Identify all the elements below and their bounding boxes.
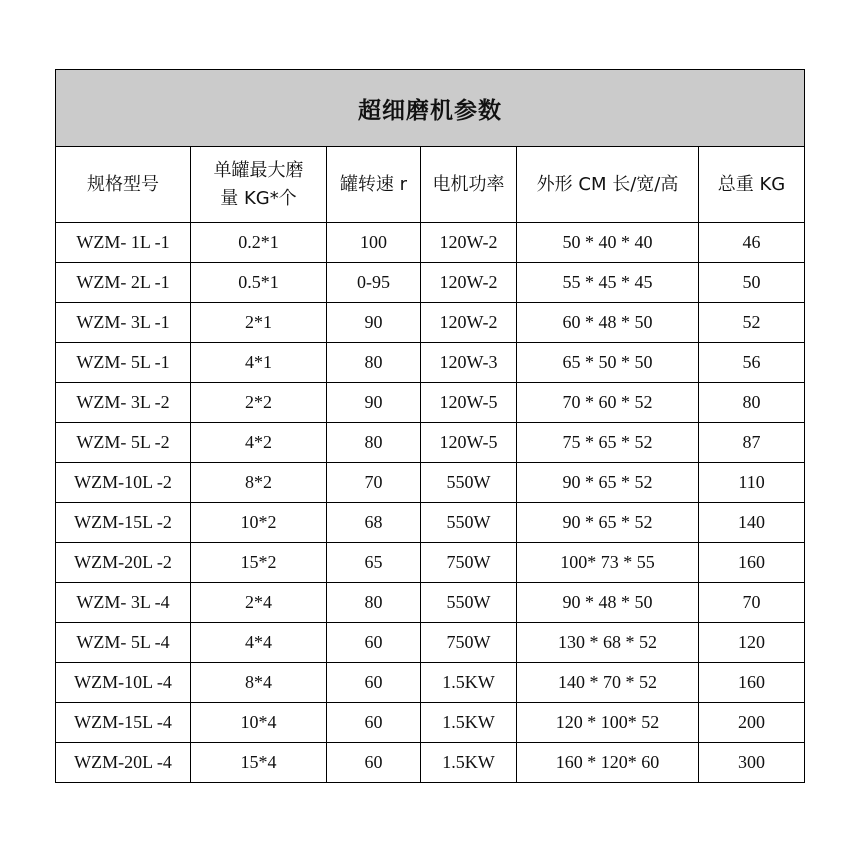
cell-dimensions: 70 * 60 * 52: [517, 383, 699, 423]
table-row: [56, 343, 805, 383]
cell-model: WZM-20L -4: [56, 743, 191, 783]
cell-capacity: 10*2: [191, 503, 327, 543]
cell-power: 120W-2: [421, 223, 517, 263]
header-power-label: 电机功率: [432, 173, 505, 195]
cell-model: WZM-10L -2: [56, 463, 191, 503]
table-row: [56, 383, 805, 423]
cell-power: 550W: [421, 583, 517, 623]
cell-power: 1.5KW: [421, 743, 517, 783]
cell-model: WZM- 3L -4: [56, 583, 191, 623]
cell-model: WZM- 5L -2: [56, 423, 191, 463]
cell-capacity: 8*2: [191, 463, 327, 503]
header-speed-label: 罐转速 r: [339, 173, 408, 195]
cell-power: 120W-2: [421, 263, 517, 303]
cell-weight: 46: [699, 223, 805, 263]
cell-weight: 80: [699, 383, 805, 423]
cell-power: 120W-5: [421, 423, 517, 463]
header-speed: [327, 147, 421, 223]
header-capacity-label: 单罐最大磨量 KG*个: [213, 159, 304, 209]
cell-capacity: 4*2: [191, 423, 327, 463]
cell-power: 550W: [421, 503, 517, 543]
table-row: [56, 583, 805, 623]
cell-speed: 60: [327, 743, 421, 783]
cell-speed: 0-95: [327, 263, 421, 303]
cell-dimensions: 55 * 45 * 45: [517, 263, 699, 303]
cell-weight: 160: [699, 663, 805, 703]
cell-dimensions: 75 * 65 * 52: [517, 423, 699, 463]
table-row: [56, 543, 805, 583]
cell-speed: 60: [327, 623, 421, 663]
cell-speed: 90: [327, 383, 421, 423]
cell-dimensions: 60 * 48 * 50: [517, 303, 699, 343]
cell-weight: 70: [699, 583, 805, 623]
table-title: 超细磨机参数: [56, 70, 805, 147]
cell-capacity: 4*1: [191, 343, 327, 383]
cell-dimensions: 100* 73 * 55: [517, 543, 699, 583]
cell-speed: 70: [327, 463, 421, 503]
header-dimensions: [517, 147, 699, 223]
cell-model: WZM- 1L -1: [56, 223, 191, 263]
table-row: [56, 743, 805, 783]
cell-dimensions: 65 * 50 * 50: [517, 343, 699, 383]
cell-dimensions: 120 * 100* 52: [517, 703, 699, 743]
table-row: [56, 503, 805, 543]
cell-speed: 80: [327, 423, 421, 463]
cell-capacity: 0.5*1: [191, 263, 327, 303]
cell-model: WZM-20L -2: [56, 543, 191, 583]
spec-table: [55, 69, 805, 783]
cell-power: 750W: [421, 543, 517, 583]
cell-capacity: 2*2: [191, 383, 327, 423]
cell-speed: 90: [327, 303, 421, 343]
cell-dimensions: 90 * 48 * 50: [517, 583, 699, 623]
cell-power: 1.5KW: [421, 703, 517, 743]
title-row: [56, 70, 805, 147]
table-row: [56, 223, 805, 263]
header-model: [56, 147, 191, 223]
table-row: [56, 703, 805, 743]
cell-dimensions: 90 * 65 * 52: [517, 463, 699, 503]
cell-model: WZM- 3L -1: [56, 303, 191, 343]
table-body: [56, 223, 805, 783]
cell-model: WZM- 5L -1: [56, 343, 191, 383]
header-weight-label: 总重 KG: [717, 173, 786, 195]
cell-dimensions: 50 * 40 * 40: [517, 223, 699, 263]
cell-dimensions: 160 * 120* 60: [517, 743, 699, 783]
cell-power: 120W-3: [421, 343, 517, 383]
cell-model: WZM- 5L -4: [56, 623, 191, 663]
table-row: [56, 423, 805, 463]
cell-capacity: 2*1: [191, 303, 327, 343]
cell-weight: 140: [699, 503, 805, 543]
table-row: [56, 263, 805, 303]
header-row: [56, 147, 805, 223]
cell-weight: 50: [699, 263, 805, 303]
cell-power: 120W-5: [421, 383, 517, 423]
header-weight: [699, 147, 805, 223]
cell-speed: 60: [327, 703, 421, 743]
cell-model: WZM-15L -4: [56, 703, 191, 743]
header-power: [421, 147, 517, 223]
cell-power: 550W: [421, 463, 517, 503]
cell-power: 120W-2: [421, 303, 517, 343]
cell-speed: 68: [327, 503, 421, 543]
cell-power: 1.5KW: [421, 663, 517, 703]
cell-speed: 60: [327, 663, 421, 703]
cell-capacity: 8*4: [191, 663, 327, 703]
cell-capacity: 2*4: [191, 583, 327, 623]
cell-weight: 160: [699, 543, 805, 583]
cell-capacity: 15*2: [191, 543, 327, 583]
cell-weight: 300: [699, 743, 805, 783]
cell-weight: 56: [699, 343, 805, 383]
cell-model: WZM-15L -2: [56, 503, 191, 543]
cell-weight: 52: [699, 303, 805, 343]
cell-weight: 200: [699, 703, 805, 743]
cell-weight: 120: [699, 623, 805, 663]
table-row: [56, 463, 805, 503]
cell-capacity: 15*4: [191, 743, 327, 783]
cell-capacity: 10*4: [191, 703, 327, 743]
table-row: [56, 623, 805, 663]
cell-dimensions: 130 * 68 * 52: [517, 623, 699, 663]
cell-weight: 87: [699, 423, 805, 463]
cell-capacity: 0.2*1: [191, 223, 327, 263]
cell-speed: 65: [327, 543, 421, 583]
cell-capacity: 4*4: [191, 623, 327, 663]
header-dimensions-label: 外形 CM 长/宽/高: [536, 173, 679, 195]
cell-power: 750W: [421, 623, 517, 663]
cell-speed: 80: [327, 343, 421, 383]
cell-speed: 80: [327, 583, 421, 623]
cell-model: WZM-10L -4: [56, 663, 191, 703]
cell-speed: 100: [327, 223, 421, 263]
table-row: [56, 303, 805, 343]
cell-weight: 110: [699, 463, 805, 503]
cell-dimensions: 90 * 65 * 52: [517, 503, 699, 543]
cell-dimensions: 140 * 70 * 52: [517, 663, 699, 703]
cell-model: WZM- 3L -2: [56, 383, 191, 423]
header-model-label: 规格型号: [87, 173, 159, 195]
header-capacity: [191, 147, 327, 223]
table-row: [56, 663, 805, 703]
cell-model: WZM- 2L -1: [56, 263, 191, 303]
